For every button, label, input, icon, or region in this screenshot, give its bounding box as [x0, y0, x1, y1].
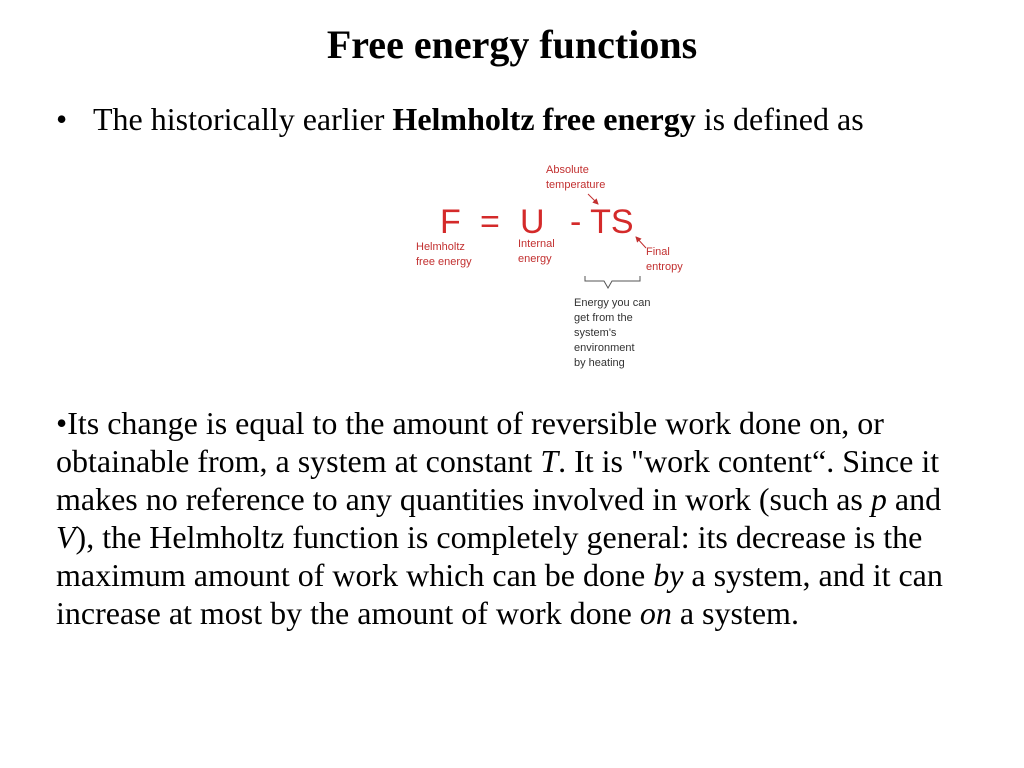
heating-label-line3: system's — [574, 327, 617, 339]
para-segment-4: ), the Helmholtz function is completely general: its decrease is the maximum amount of work which can be done — [56, 519, 923, 593]
equation-U: U — [520, 203, 545, 241]
bullet-suffix: is defined as — [695, 101, 864, 137]
heating-label-line5: by heating — [574, 357, 625, 369]
work-content-paragraph — [56, 404, 966, 632]
para-segment-3: and — [886, 481, 942, 517]
internal-energy-label-line1: Internal — [518, 238, 555, 250]
symbol-V: V — [56, 519, 76, 555]
word-on: on — [639, 595, 672, 631]
bullet-prefix: The historically earlier — [93, 101, 393, 137]
helmholtz-equation-diagram — [400, 158, 710, 378]
word-by: by — [653, 557, 684, 593]
heating-label-line1: Energy you can — [574, 297, 651, 309]
final-entropy-label-line2: entropy — [646, 261, 683, 273]
helmholtz-term: Helmholtz free energy — [392, 101, 696, 137]
final-entropy-label-line1: Final — [646, 246, 670, 258]
equation-F: F — [440, 203, 461, 241]
para-segment-1: •Its change is equal to the amount of reversible work done on, or obtainable from, a system at constant — [56, 405, 884, 479]
bullet-text — [93, 96, 923, 142]
para-segment-2: . It is "work content“. Since it makes no reference to any quantities involved in work (such as — [56, 443, 940, 517]
para-segment-6: a system. — [671, 595, 799, 631]
symbol-p: p — [870, 481, 887, 517]
heating-label-line4: environment — [574, 342, 635, 354]
heating-label-line2: get from the — [574, 312, 633, 324]
helmholtz-label-line2: free energy — [416, 256, 472, 268]
bullet-marker: • — [56, 101, 68, 137]
para-segment-5: a system, and it can increase at most by the amount of work done — [56, 557, 943, 631]
ts-brace — [585, 276, 640, 288]
symbol-T: T — [540, 443, 559, 479]
absolute-temperature-label-line1: Absolute — [546, 164, 589, 176]
slide-title: Free energy functions — [326, 22, 698, 67]
absolute-temperature-label-line2: temperature — [546, 179, 606, 191]
internal-energy-label-line2: energy — [518, 253, 552, 265]
arrow-to-S — [636, 237, 646, 248]
equation-equals: = — [480, 203, 500, 241]
helmholtz-label-line1: Helmholtz — [416, 241, 465, 253]
equation-TS: - TS — [570, 203, 634, 241]
